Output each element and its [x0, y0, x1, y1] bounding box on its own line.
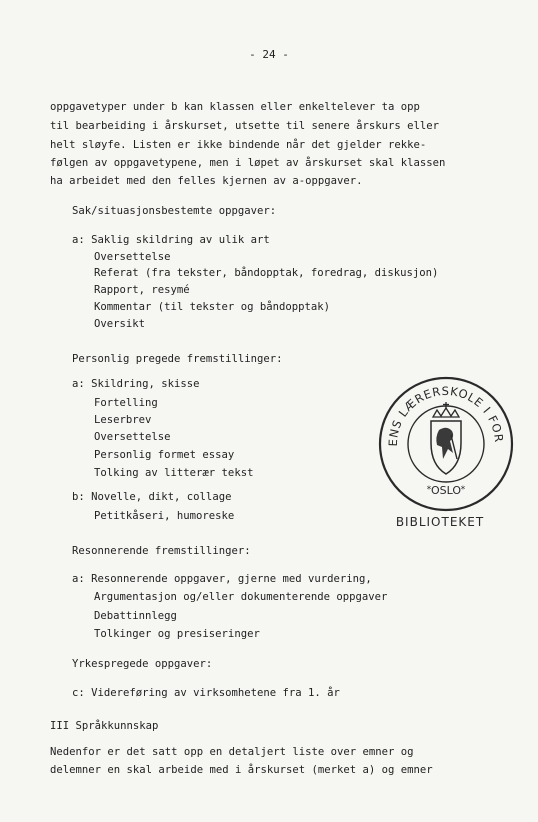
- intro-line: følgen av oppgavetypene, men i løpet av årskurset skal klassen: [50, 157, 446, 169]
- intro-line: oppgavetyper under b kan klassen eller enkeltelever ta opp: [50, 101, 420, 113]
- list-item: Petitkåseri, humoreske: [94, 510, 235, 522]
- list-item: Fortelling: [94, 397, 158, 409]
- intro-line: til bearbeiding i årskurset, utsette til senere årskurs eller: [50, 120, 440, 132]
- list-item: Tolkinger og presiseringer: [94, 628, 260, 640]
- list-item: Oversettelse: [94, 431, 171, 443]
- section-heading: Personlig pregede fremstillinger:: [72, 353, 283, 365]
- list-item: Oversettelse: [94, 251, 171, 263]
- stamp-label: BIBLIOTEKET: [395, 515, 485, 529]
- body-line: Nedenfor er det satt opp en detaljert liste over emner og: [50, 746, 414, 758]
- intro-line: helt sløyfe. Listen er ikke bindende når det gjelder rekke-: [50, 139, 427, 151]
- stamp-text-bottom: OSLO: [430, 484, 462, 497]
- list-item: a: Saklig skildring av ulik art: [72, 234, 270, 246]
- list-item: Referat (fra tekster, båndopptak, foredrag, diskusjon): [94, 267, 439, 279]
- section-heading: III Språkkunnskap: [50, 720, 159, 732]
- list-item: Oversikt: [94, 318, 146, 330]
- list-item: c: Videreføring av virksomhetene fra 1. år: [72, 687, 340, 699]
- list-item: a: Resonnerende oppgaver, gjerne med vurdering,: [72, 573, 372, 585]
- list-item: Debattinnlegg: [94, 610, 177, 622]
- list-item: Tolking av litterær tekst: [94, 467, 254, 479]
- section-heading: Sak/situasjonsbestemte oppgaver:: [72, 205, 277, 217]
- section-heading: Yrkespregede oppgaver:: [72, 658, 213, 670]
- list-item: Rapport, resymé: [94, 284, 190, 296]
- list-item: a: Skildring, skisse: [72, 378, 200, 390]
- list-item: b: Novelle, dikt, collage: [72, 491, 232, 503]
- svg-text:*: *: [460, 485, 466, 495]
- library-stamp: [377, 375, 515, 513]
- list-item: Leserbrev: [94, 414, 152, 426]
- svg-text:*: *: [426, 485, 432, 495]
- section-heading: Resonnerende fremstillinger:: [72, 545, 251, 557]
- list-item: Personlig formet essay: [94, 449, 235, 461]
- stamp-seal-icon: [377, 375, 515, 513]
- list-item: Argumentasjon og/eller dokumenterende oppgaver: [94, 591, 388, 603]
- stamp-text-top: ENS LÆRERSKOLE I FOR: [385, 383, 507, 447]
- list-item: Kommentar (til tekster og båndopptak): [94, 301, 330, 313]
- intro-line: ha arbeidet med den felles kjernen av a-oppgaver.: [50, 175, 363, 187]
- page-number: - 24 -: [249, 48, 289, 61]
- body-line: delemner en skal arbeide med i årskurset (merket a) og emner: [50, 764, 433, 776]
